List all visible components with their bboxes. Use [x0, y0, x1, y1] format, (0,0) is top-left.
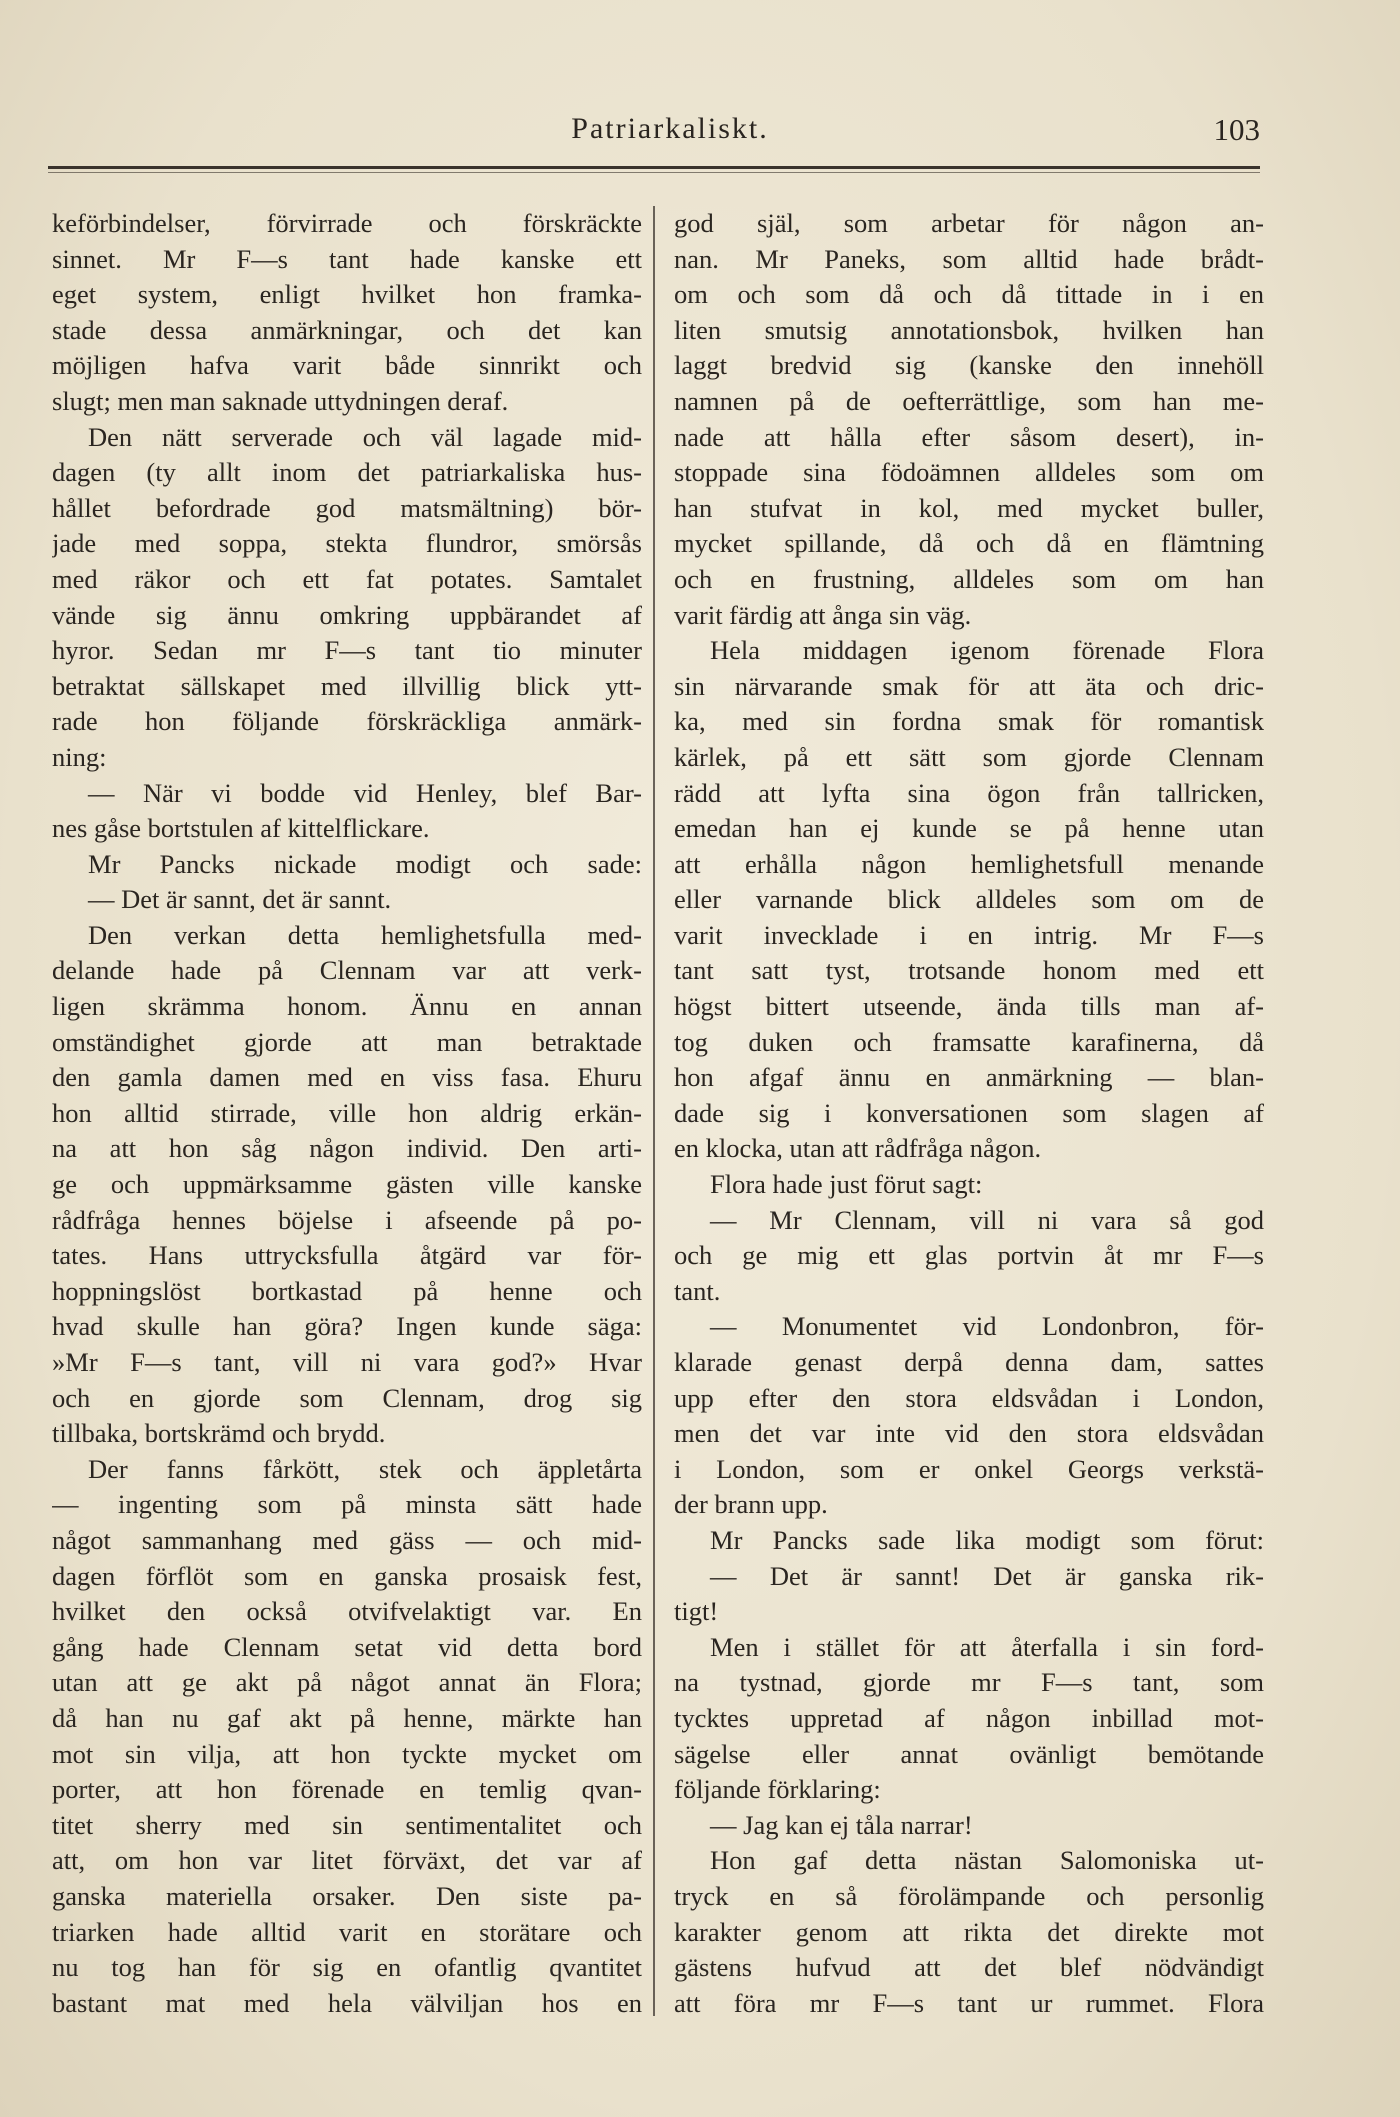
text-line: ka, med sin fordna smak för romantisk [674, 706, 1264, 737]
text-line: slugt; men man saknade uttydningen deraf. [52, 385, 509, 416]
text-line: liten smutsig annotationsbok, hvilken han [674, 314, 1264, 345]
text-line: att erhålla någon hemlighetsfull menande [674, 848, 1264, 879]
text-line: — Det är sannt, det är sannt. [88, 884, 392, 915]
page-number: 103 [1213, 112, 1260, 147]
text-line: hvilket den också otvifvelaktigt var. En [52, 1596, 642, 1627]
text-line: stoppade sina födoämnen alldeles som om [674, 457, 1264, 488]
text-line: i London, som er onkel Georgs verkstä- [674, 1453, 1264, 1484]
text-line: Den nätt serverade och väl lagade mid- [88, 421, 642, 452]
text-line: hoppningslöst bortkastad på henne och [52, 1275, 642, 1306]
text-line: namnen på de oefterrättlige, som han me- [674, 385, 1264, 416]
text-line: sägelse eller annat ovänligt bemötande [674, 1738, 1264, 1769]
text-line: betraktat sällskapet med illvillig blick ytt- [52, 670, 642, 701]
text-line: porter, att hon förenade en temlig qvan- [52, 1774, 642, 1805]
text-line: rådfråga hennes böjelse i afseende på po- [52, 1204, 642, 1235]
text-line: dade sig i konversationen som slagen af [674, 1097, 1264, 1128]
text-line: ge och uppmärksamme gästen ville kanske [52, 1169, 642, 1200]
text-line: gång hade Clennam setat vid detta bord [52, 1631, 642, 1662]
text-line: stade dessa anmärkningar, och det kan [52, 314, 642, 345]
text-line: nan. Mr Paneks, som alltid hade brådt- [674, 243, 1264, 274]
text-line: na tystnad, gjorde mr F—s tant, som [674, 1667, 1264, 1698]
text-line: bastant mat med hela välviljan hos en [52, 1987, 642, 2018]
text-line: då han nu gaf akt på henne, märkte han [52, 1702, 642, 1733]
text-line: hon alltid stirrade, ville hon aldrig erkän- [52, 1097, 642, 1128]
text-line: den gamla damen med en viss fasa. Ehuru [52, 1062, 642, 1093]
text-line: följande förklaring: [674, 1774, 881, 1805]
text-line: och en gjorde som Clennam, drog sig [52, 1382, 642, 1413]
text-line: — Det är sannt! Det är ganska rik- [710, 1560, 1264, 1591]
text-line: tycktes uppretad af någon inbillad mot- [674, 1702, 1264, 1733]
text-line: eget system, enligt hvilket hon framka- [52, 279, 642, 310]
text-line: der brann upp. [674, 1489, 828, 1520]
column-divider [653, 206, 655, 2016]
page-header [0, 112, 1400, 162]
text-line: tryck en så förolämpande och personlig [674, 1880, 1264, 1911]
text-line: hållet befordrade god matsmältning) bör- [52, 492, 642, 523]
text-line: Den verkan detta hemlighetsfulla med- [88, 919, 642, 950]
text-line: tates. Hans uttrycksfulla åtgärd var för- [52, 1240, 642, 1271]
text-line: upp efter den stora eldsvådan i London, [674, 1382, 1264, 1413]
text-line: triarken hade alltid varit en storätare och [52, 1916, 642, 1947]
text-line: om och som då och då tittade in i en [674, 279, 1264, 310]
text-line: hon afgaf ännu en anmärkning — blan- [674, 1062, 1264, 1093]
text-line: keförbindelser, förvirrade och förskräckte [52, 208, 642, 238]
text-line: rade hon följande förskräckliga anmärk- [52, 706, 642, 737]
text-line: Mr Pancks nickade modigt och sade: [88, 848, 642, 879]
text-line: ganska materiella orsaker. Den siste pa- [52, 1880, 642, 1911]
running-title: Patriarkaliskt. [571, 112, 769, 145]
text-line: tog duken och framsatte karafinerna, då [674, 1026, 1264, 1057]
text-line: Men i stället för att återfalla i sin ford- [710, 1631, 1264, 1662]
text-line: dagen förflöt som en ganska prosaisk fest, [52, 1560, 642, 1591]
text-line: varit färdig att ånga sin väg. [674, 599, 972, 630]
text-line: — Jag kan ej tåla narrar! [710, 1809, 973, 1840]
text-line: tant satt tyst, trotsande honom med ett [674, 955, 1264, 986]
text-line: utan att ge akt på något annat än Flora; [52, 1667, 642, 1698]
text-line: nes gåse bortstulen af kittelflickare. [52, 813, 430, 844]
text-line: högst bittert utseende, ända tills man af- [674, 991, 1264, 1022]
text-line: med räkor och ett fat potates. Samtalet [52, 563, 642, 594]
text-line: och en frustning, alldeles som om han [674, 563, 1264, 594]
text-line: tigt! [674, 1596, 719, 1627]
left-column [52, 206, 642, 2026]
text-line: han stufvat in kol, med mycket buller, [674, 492, 1264, 523]
text-line: möjligen hafva varit både sinnrikt och [52, 350, 642, 381]
text-line: vände sig ännu omkring uppbärandet af [52, 599, 642, 630]
text-line: Hela middagen igenom förenade Flora [710, 635, 1264, 666]
text-line: mycket spillande, då och då en flämtning [674, 528, 1264, 559]
text-line: ning: [52, 741, 107, 772]
text-line: rädd att lyfta sina ögon från tallricken, [674, 777, 1264, 808]
text-line: karakter genom att rikta det direkte mot [674, 1916, 1264, 1947]
text-line: varit invecklade i en intrig. Mr F—s [674, 919, 1264, 950]
text-line: — Monumentet vid Londonbron, för- [710, 1311, 1264, 1342]
text-line: god själ, som arbetar för någon an- [674, 208, 1264, 238]
text-line: »Mr F—s tant, vill ni vara god?» Hvar [52, 1347, 642, 1377]
text-line: titet sherry med sin sentimentalitet och [52, 1809, 642, 1840]
text-line: — När vi bodde vid Henley, blef Bar- [88, 777, 642, 808]
text-line: något sammanhang med gäss — och mid- [52, 1524, 642, 1555]
text-line: mot sin vilja, att hon tyckte mycket om [52, 1738, 642, 1769]
text-line: ligen skrämma honom. Ännu en annan [52, 991, 642, 1022]
header-rule [48, 166, 1260, 169]
text-line: att föra mr F—s tant ur rummet. Flora [674, 1987, 1264, 2018]
right-column [674, 206, 1264, 2026]
text-line: kärlek, på ett sätt som gjorde Clennam [674, 741, 1264, 772]
text-line: jade med soppa, stekta flundror, smörsås [52, 528, 642, 559]
text-line: men det var inte vid den stora eldsvådan [674, 1418, 1264, 1449]
text-line: nade att hålla efter såsom desert), in- [674, 421, 1264, 452]
text-line: hyror. Sedan mr F—s tant tio minuter [52, 635, 642, 666]
text-line: delande hade på Clennam var att verk- [52, 955, 642, 986]
text-line: hvad skulle han göra? Ingen kunde säga: [52, 1311, 642, 1342]
text-line: klarade genast derpå denna dam, sattes [674, 1347, 1264, 1377]
text-line: dagen (ty allt inom det patriarkaliska hus- [52, 457, 642, 488]
text-line: en klocka, utan att rådfråga någon. [674, 1133, 1042, 1164]
text-line: sinnet. Mr F—s tant hade kanske ett [52, 243, 642, 274]
text-line: na att hon såg någon individ. Den arti- [52, 1133, 642, 1164]
text-line: tant. [674, 1275, 721, 1306]
text-line: Mr Pancks sade lika modigt som förut: [710, 1524, 1264, 1555]
text-line: Flora hade just förut sagt: [710, 1169, 983, 1200]
text-line: att, om hon var litet förväxt, det var af [52, 1845, 642, 1876]
text-line: gästens hufvud att det blef nödvändigt [674, 1952, 1264, 1983]
text-line: eller varnande blick alldeles som om de [674, 884, 1264, 915]
header-rule-thin [48, 172, 1260, 173]
text-line: tillbaka, bortskrämd och brydd. [52, 1418, 386, 1449]
text-line: laggt bredvid sig (kanske den innehöll [674, 350, 1264, 381]
text-line: sin närvarande smak för att äta och dric- [674, 670, 1264, 701]
text-line: emedan han ej kunde se på henne utan [674, 813, 1264, 844]
text-line: omständighet gjorde att man betraktade [52, 1026, 642, 1057]
text-line: — ingenting som på minsta sätt hade [52, 1489, 642, 1520]
text-line: Der fanns fårkött, stek och äppletårta [88, 1453, 642, 1484]
text-line: Hon gaf detta nästan Salomoniska ut- [710, 1845, 1264, 1876]
text-line: och ge mig ett glas portvin åt mr F—s [674, 1240, 1264, 1271]
text-line: nu tog han för sig en ofantlig qvantitet [52, 1952, 642, 1983]
text-line: — Mr Clennam, vill ni vara så god [710, 1204, 1264, 1235]
